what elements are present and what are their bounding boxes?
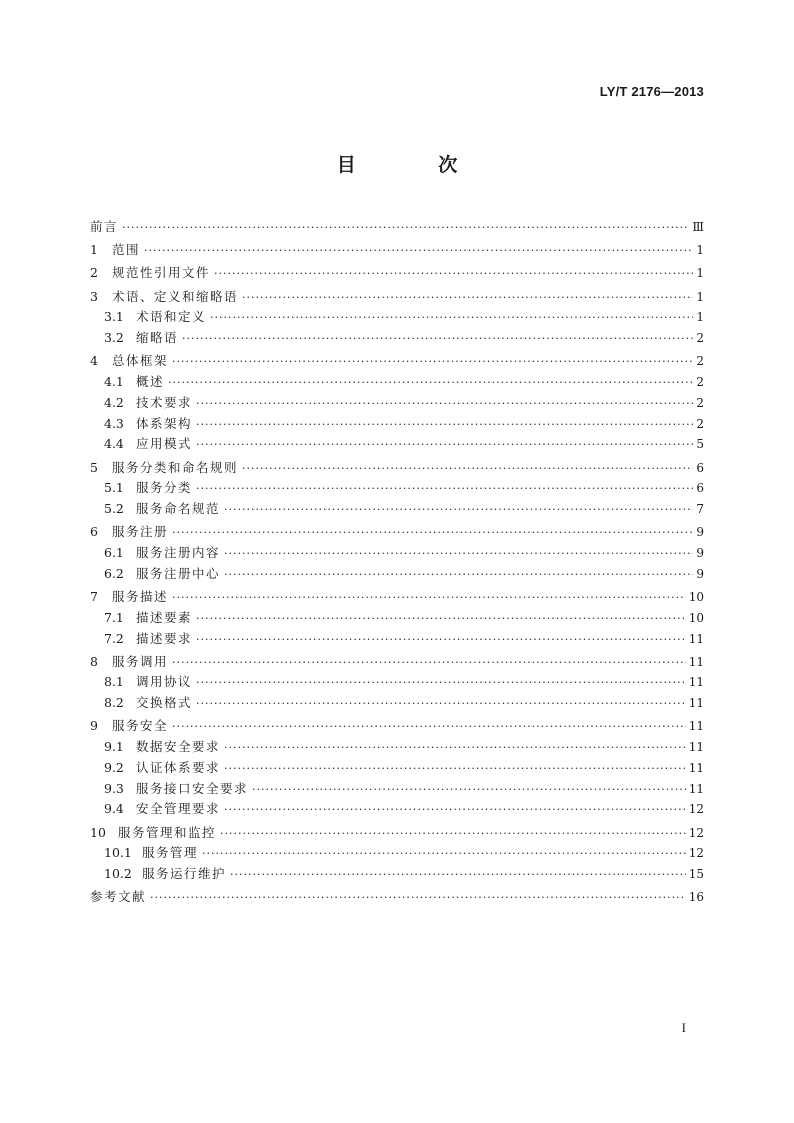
toc-entry[interactable] (90, 608, 704, 629)
toc-entry-page: 2 (696, 395, 704, 410)
toc-entry-number: 9.1 (104, 739, 124, 755)
toc-entry-page: 7 (696, 502, 704, 517)
toc-entry[interactable] (90, 263, 704, 284)
toc-entry-page: 11 (688, 719, 704, 734)
toc-entry[interactable] (90, 629, 704, 650)
toc-entry-page: 12 (688, 802, 704, 817)
toc-entry-page: 11 (688, 740, 704, 755)
toc-dot-leader (242, 288, 693, 309)
toc-entry-page: 11 (688, 781, 704, 796)
toc-entry-label: 技术要求 (136, 394, 193, 410)
toc-entry[interactable] (90, 737, 704, 758)
toc-entry-number: 9.2 (104, 759, 124, 775)
toc-entry-number: 9.4 (104, 801, 124, 817)
toc-entry[interactable] (90, 478, 704, 499)
toc-dot-leader (196, 694, 686, 715)
toc-entry-page: 2 (696, 331, 704, 346)
toc-entry-label: 服务接口安全要求 (136, 780, 249, 796)
toc-entry-number: 3.2 (104, 330, 124, 346)
toc-dot-leader (196, 609, 686, 630)
toc-entry-label: 前言 (90, 219, 119, 235)
toc-entry[interactable] (90, 499, 704, 520)
toc-entry-number: 8.1 (104, 674, 124, 690)
toc-entry-number: 10.2 (104, 866, 132, 882)
toc-entry-label: 服务分类和命名规则 (112, 459, 239, 475)
toc-entry-label: 服务注册中心 (136, 565, 221, 581)
toc-entry-label: 服务调用 (112, 653, 169, 669)
toc-entry-label: 描述要求 (136, 630, 193, 646)
toc-dot-leader (196, 394, 693, 415)
toc-entry[interactable] (90, 307, 704, 328)
toc-entry-number: 3 (90, 288, 98, 304)
toc-entry[interactable] (90, 652, 704, 673)
toc-entry-page: 2 (696, 416, 704, 431)
toc-dot-leader (210, 308, 693, 329)
toc-entry-label: 规范性引用文件 (112, 265, 211, 281)
toc-dot-leader (172, 653, 686, 674)
toc-dot-leader (224, 759, 686, 780)
toc-dot-leader (196, 415, 693, 436)
toc-entry-page: 1 (696, 266, 704, 281)
toc-entry[interactable] (90, 716, 704, 737)
toc-entry-page: 5 (696, 437, 704, 452)
toc-entry-label: 服务注册 (112, 524, 169, 540)
toc-entry-label: 调用协议 (136, 674, 193, 690)
toc-dot-leader (172, 717, 686, 738)
toc-entry-label: 服务描述 (112, 588, 169, 604)
toc-dot-leader (224, 565, 693, 586)
toc-entry-label: 总体框架 (112, 353, 169, 369)
toc-entry-number: 5 (90, 459, 98, 475)
toc-entry-page: 9 (696, 525, 704, 540)
toc-entry-number: 6 (90, 524, 98, 540)
toc-entry-label: 服务注册内容 (136, 545, 221, 561)
toc-entry[interactable] (90, 799, 704, 820)
toc-entry-label: 服务管理和监控 (118, 824, 217, 840)
toc-entry-page: 11 (688, 675, 704, 690)
toc-entry-number: 5.2 (104, 501, 124, 517)
toc-entry-page: 11 (688, 631, 704, 646)
toc-entry-page: 10 (688, 589, 704, 604)
toc-dot-leader (172, 588, 686, 609)
toc-entry-page: Ⅲ (692, 220, 704, 235)
toc-entry-page: 1 (696, 289, 704, 304)
toc-dot-leader (202, 844, 686, 865)
toc-entry-page: 6 (696, 481, 704, 496)
toc-entry[interactable] (90, 287, 704, 308)
toc-entry-page: 1 (696, 243, 704, 258)
toc-dot-leader (242, 459, 693, 480)
toc-entry-label: 参考文献 (90, 889, 147, 905)
toc-entry-label: 服务分类 (136, 480, 193, 496)
toc-entry-page: 9 (696, 566, 704, 581)
toc-dot-leader (168, 373, 693, 394)
toc-dot-leader (182, 329, 693, 350)
toc-entry-page: 12 (688, 846, 704, 861)
toc-entry-number: 4.2 (104, 394, 124, 410)
toc-entry-page: 1 (696, 310, 704, 325)
toc-entry-label: 术语和定义 (136, 309, 207, 325)
toc-entry[interactable] (90, 823, 704, 844)
toc-entry-number: 5.1 (104, 480, 124, 496)
toc-dot-leader (224, 800, 686, 821)
toc-entry-number: 3.1 (104, 309, 124, 325)
toc-dot-leader (196, 630, 686, 651)
toc-dot-leader (122, 218, 689, 239)
toc-entry[interactable] (90, 543, 704, 564)
toc-dot-leader (230, 865, 686, 886)
toc-entry[interactable] (90, 522, 704, 543)
toc-entry[interactable] (90, 434, 704, 455)
toc-dot-leader (252, 780, 686, 801)
toc-entry[interactable] (90, 587, 704, 608)
toc-entry-label: 范围 (112, 242, 141, 258)
toc-entry[interactable] (90, 779, 704, 800)
toc-entry[interactable] (90, 240, 704, 261)
toc-dot-leader (196, 435, 693, 456)
toc-entry-number: 4 (90, 353, 98, 369)
toc-entry-label: 安全管理要求 (136, 801, 221, 817)
toc-entry[interactable] (90, 672, 704, 693)
toc-entry-page: 11 (688, 696, 704, 711)
toc-dot-leader (214, 264, 693, 285)
toc-entry-label: 服务安全 (112, 718, 169, 734)
page-title: 目 次 (336, 154, 496, 176)
toc-entry-page: 11 (688, 760, 704, 775)
toc-dot-leader (150, 888, 686, 909)
toc-entry-label: 交换格式 (136, 695, 193, 711)
toc-dot-leader (172, 523, 693, 544)
toc-entry-label: 服务命名规范 (136, 501, 221, 517)
toc-entry-page: 12 (688, 825, 704, 840)
toc-entry-label: 体系架构 (136, 415, 193, 431)
toc-entry-label: 数据安全要求 (136, 739, 221, 755)
toc-entry-page: 10 (688, 610, 704, 625)
toc-entry[interactable] (90, 758, 704, 779)
toc-dot-leader (196, 673, 686, 694)
toc-entry[interactable] (90, 864, 704, 885)
toc-entry-number: 6.1 (104, 545, 124, 561)
toc-entry-number: 9.3 (104, 780, 124, 796)
toc-entry[interactable] (90, 414, 704, 435)
toc-entry[interactable] (90, 887, 704, 908)
toc-entry-label: 术语、定义和缩略语 (112, 288, 239, 304)
toc-entry[interactable] (90, 393, 704, 414)
toc-entry[interactable] (90, 217, 704, 238)
toc-entry-number: 6.2 (104, 565, 124, 581)
toc-entry-number: 2 (90, 265, 98, 281)
page-number: I (681, 1020, 686, 1035)
toc-entry-page: 9 (696, 546, 704, 561)
toc-dot-leader (224, 500, 693, 521)
toc-entry-number: 4.1 (104, 374, 124, 390)
toc-entry-number: 7.2 (104, 630, 124, 646)
toc-entry-label: 应用模式 (136, 436, 193, 452)
toc-entry[interactable] (90, 564, 704, 585)
toc-entry-number: 1 (90, 242, 98, 258)
toc-entry-page: 15 (688, 867, 704, 882)
standard-code: LY/T 2176—2013 (599, 84, 704, 99)
toc-entry-number: 10 (90, 824, 106, 840)
toc-entry[interactable] (90, 328, 704, 349)
toc-entry-label: 概述 (136, 374, 165, 390)
toc-entry[interactable] (90, 351, 704, 372)
toc-entry-number: 9 (90, 718, 98, 734)
toc-entry[interactable] (90, 693, 704, 714)
toc-entry-number: 7 (90, 588, 98, 604)
toc-entry-page: 11 (688, 654, 704, 669)
toc-entry-page: 6 (696, 460, 704, 475)
toc-entry-page: 16 (688, 890, 704, 905)
toc-entry-number: 7.1 (104, 609, 124, 625)
toc-dot-leader (144, 241, 693, 262)
toc-entry-label: 缩略语 (136, 330, 179, 346)
table-of-contents (90, 215, 704, 908)
toc-entry-label: 认证体系要求 (136, 759, 221, 775)
toc-entry-page: 2 (696, 354, 704, 369)
toc-entry[interactable] (90, 372, 704, 393)
toc-entry-page: 2 (696, 375, 704, 390)
toc-entry-number: 8 (90, 653, 98, 669)
toc-dot-leader (196, 479, 693, 500)
toc-dot-leader (224, 738, 686, 759)
toc-entry-number: 10.1 (104, 845, 132, 861)
toc-entry[interactable] (90, 458, 704, 479)
toc-dot-leader (224, 544, 693, 565)
toc-dot-leader (172, 352, 693, 373)
toc-entry-label: 服务运行维护 (142, 866, 227, 882)
toc-entry-label: 服务管理 (142, 845, 199, 861)
toc-entry-number: 4.3 (104, 415, 124, 431)
toc-entry-number: 4.4 (104, 436, 124, 452)
toc-entry[interactable] (90, 843, 704, 864)
toc-dot-leader (220, 824, 686, 845)
toc-entry-number: 8.2 (104, 695, 124, 711)
toc-entry-label: 描述要素 (136, 609, 193, 625)
